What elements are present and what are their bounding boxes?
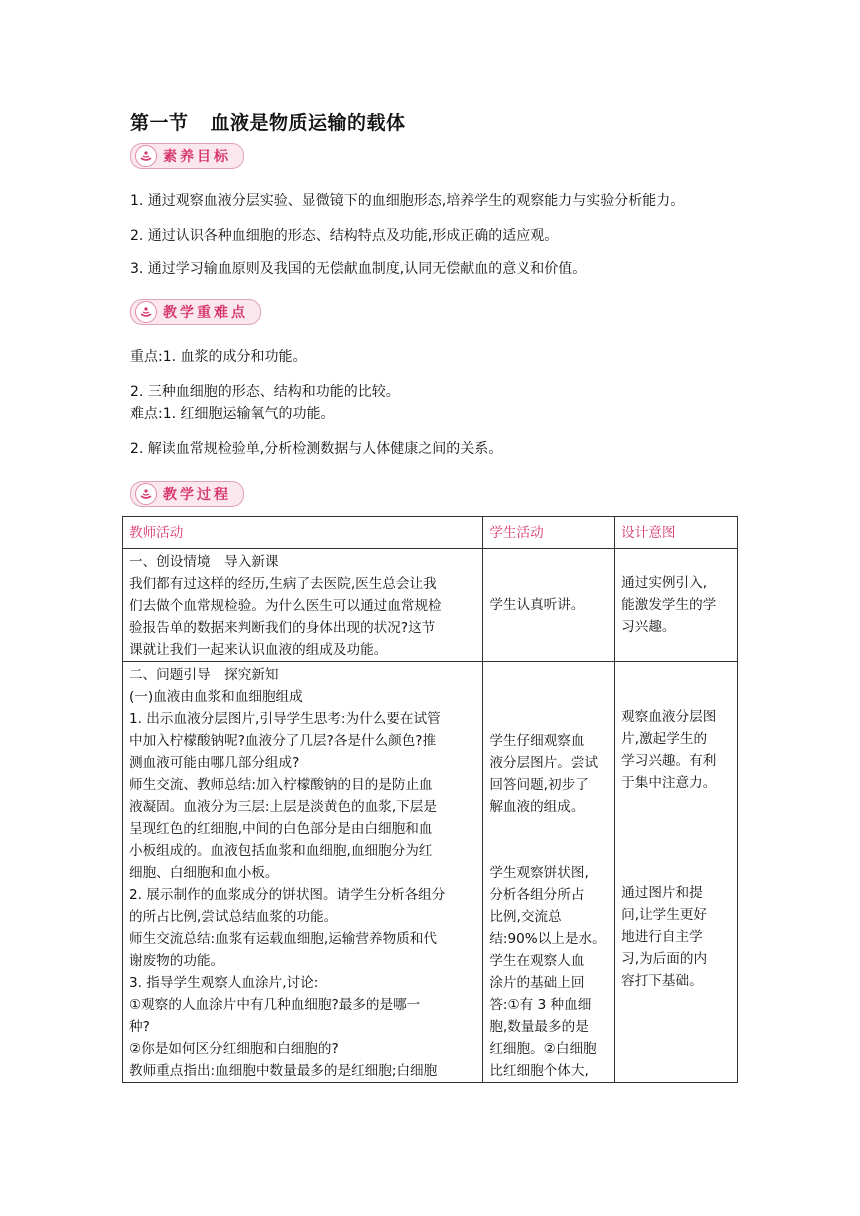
header-design-intent: 设计意图 [615, 517, 738, 549]
cell-line: 习,为后面的内 [621, 951, 708, 967]
cell-line: 一、创设情境 导入新课 [129, 554, 279, 570]
cell-line: 观察血液分层图 [621, 709, 717, 725]
cell-line: ①观察的人血涂片中有几种血细胞?最多的是哪一 [129, 997, 421, 1013]
cell-line: 通过实例引入, [621, 575, 708, 591]
cell-spacer [489, 818, 608, 862]
cell-line: 细胞、白细胞和血小板。 [129, 865, 279, 881]
key-point-line-2: 2. 三种血细胞的形态、结构和功能的比较。 [130, 384, 400, 400]
cell-line: 比红细胞个体大, [489, 1063, 589, 1079]
header-teacher-activity: 教师活动 [123, 517, 483, 549]
section-badge-goals [130, 143, 244, 169]
cell-line: 2. 展示制作的血浆成分的饼状图。请学生分析各组分 [129, 887, 446, 903]
cell-line: 通过图片和提 [621, 885, 703, 901]
page-title [130, 108, 406, 135]
header-student-activity: 学生活动 [483, 517, 615, 549]
cell-line: 答:①有 3 种血细 [489, 997, 592, 1013]
table-row [123, 549, 738, 662]
cell-line: 学生观察饼状图, [489, 865, 589, 881]
cell-line: 3. 指导学生观察人血涂片,讨论: [129, 975, 319, 991]
design-cell [615, 662, 738, 1083]
cell-line: 种? [129, 1019, 150, 1035]
teacher-cell [123, 549, 483, 662]
cell-line: 验报告单的数据来判断我们的身体出现的状况?这节 [129, 620, 436, 636]
student-cell [483, 662, 615, 1083]
cell-line: 的所占比例,尝试总结血浆的功能。 [129, 909, 338, 925]
section-name: 血液是物质运输的载体 [210, 112, 406, 134]
cell-line: 习兴趣。 [621, 619, 676, 635]
cell-line: 问,让学生更好 [621, 907, 708, 923]
goal-item-3: 3. 通过学习输血原则及我国的无偿献血制度,认同无偿献血的意义和价值。 [130, 261, 587, 277]
cell-line: 1. 出示血液分层图片,引导学生思考:为什么要在试管 [129, 711, 441, 727]
cell-line: 师生交流总结:血浆有运载血细胞,运输营养物质和代 [129, 931, 437, 947]
section-number: 第一节 [130, 112, 189, 134]
hands-icon [135, 483, 157, 505]
cell-line: 中加入柠檬酸钠呢?血液分了几层?各是什么颜色?推 [129, 733, 437, 749]
cell-line: 呈现红色的红细胞,中间的白色部分是由白细胞和血 [129, 821, 433, 837]
difficult-point-line-1: 难点:1. 红细胞运输氧气的功能。 [130, 406, 335, 422]
cell-line: 地进行自主学 [621, 929, 703, 945]
cell-line: ②你是如何区分红细胞和白细胞的? [129, 1041, 339, 1057]
teacher-cell [123, 662, 483, 1083]
cell-line: 解血液的组成。 [489, 799, 585, 815]
cell-line: 教师重点指出:血细胞中数量最多的是红细胞;白细胞 [129, 1063, 438, 1079]
difficult-point-line-2: 2. 解读血常规检验单,分析检测数据与人体健康之间的关系。 [130, 441, 503, 457]
cell-line: 学生认真听讲。 [489, 597, 585, 613]
cell-line: (一)血液由血浆和血细胞组成 [129, 689, 303, 705]
cell-line: 容打下基础。 [621, 973, 703, 989]
cell-line: 分析各组分所占 [489, 887, 585, 903]
hands-icon [135, 301, 157, 323]
cell-line: 们去做个血常规检验。为什么医生可以通过血常规检 [129, 598, 442, 614]
cell-line: 学生在观察人血 [489, 953, 585, 969]
cell-line: 红细胞。②白细胞 [489, 1041, 597, 1057]
cell-line: 我们都有过这样的经历,生病了去医院,医生总会让我 [129, 576, 437, 592]
teaching-process-table [122, 516, 738, 1083]
section-badge-label: 素养目标 [163, 149, 231, 165]
goal-item-2: 2. 通过认识各种血细胞的形态、结构特点及功能,形成正确的适应观。 [130, 228, 559, 244]
section-badge-key-points [130, 299, 261, 325]
cell-line: 结:90%以上是水。 [489, 931, 606, 947]
cell-line: 学生仔细观察血 [489, 733, 585, 749]
cell-line: 液凝固。血液分为三层:上层是淡黄色的血浆,下层是 [129, 799, 437, 815]
key-point-line-1: 重点:1. 血浆的成分和功能。 [130, 349, 307, 365]
cell-line: 测血液可能由哪几部分组成? [129, 755, 300, 771]
hands-icon [135, 145, 157, 167]
cell-line: 液分层图片。尝试 [489, 755, 599, 771]
cell-line: 谢废物的功能。 [129, 953, 225, 969]
goal-item-1: 1. 通过观察血液分层实验、显微镜下的血细胞形态,培养学生的观察能力与实验分析能力。 [130, 193, 685, 209]
table-row [123, 662, 738, 1083]
cell-line: 课就让我们一起来认识血液的组成及功能。 [129, 642, 388, 658]
cell-line: 片,激起学生的 [621, 731, 708, 747]
design-cell [615, 549, 738, 662]
cell-line: 比例,交流总 [489, 909, 562, 925]
cell-line: 小板组成的。血液包括血浆和血细胞,血细胞分为红 [129, 843, 433, 859]
section-badge-process [130, 481, 244, 507]
student-cell [483, 549, 615, 662]
section-badge-label: 教学重难点 [163, 305, 248, 321]
cell-line: 涂片的基础上回 [489, 975, 585, 991]
table-header-row [123, 517, 738, 549]
cell-line: 于集中注意力。 [621, 775, 717, 791]
cell-line: 二、问题引导 探究新知 [129, 667, 279, 683]
section-badge-label: 教学过程 [163, 487, 231, 503]
cell-line: 师生交流、教师总结:加入柠檬酸钠的目的是防止血 [129, 777, 433, 793]
cell-line: 胞,数量最多的是 [489, 1019, 589, 1035]
cell-spacer [621, 794, 731, 882]
cell-line: 回答问题,初步了 [489, 777, 589, 793]
cell-line: 学习兴趣。有利 [621, 753, 717, 769]
cell-line: 能激发学生的学 [621, 597, 717, 613]
